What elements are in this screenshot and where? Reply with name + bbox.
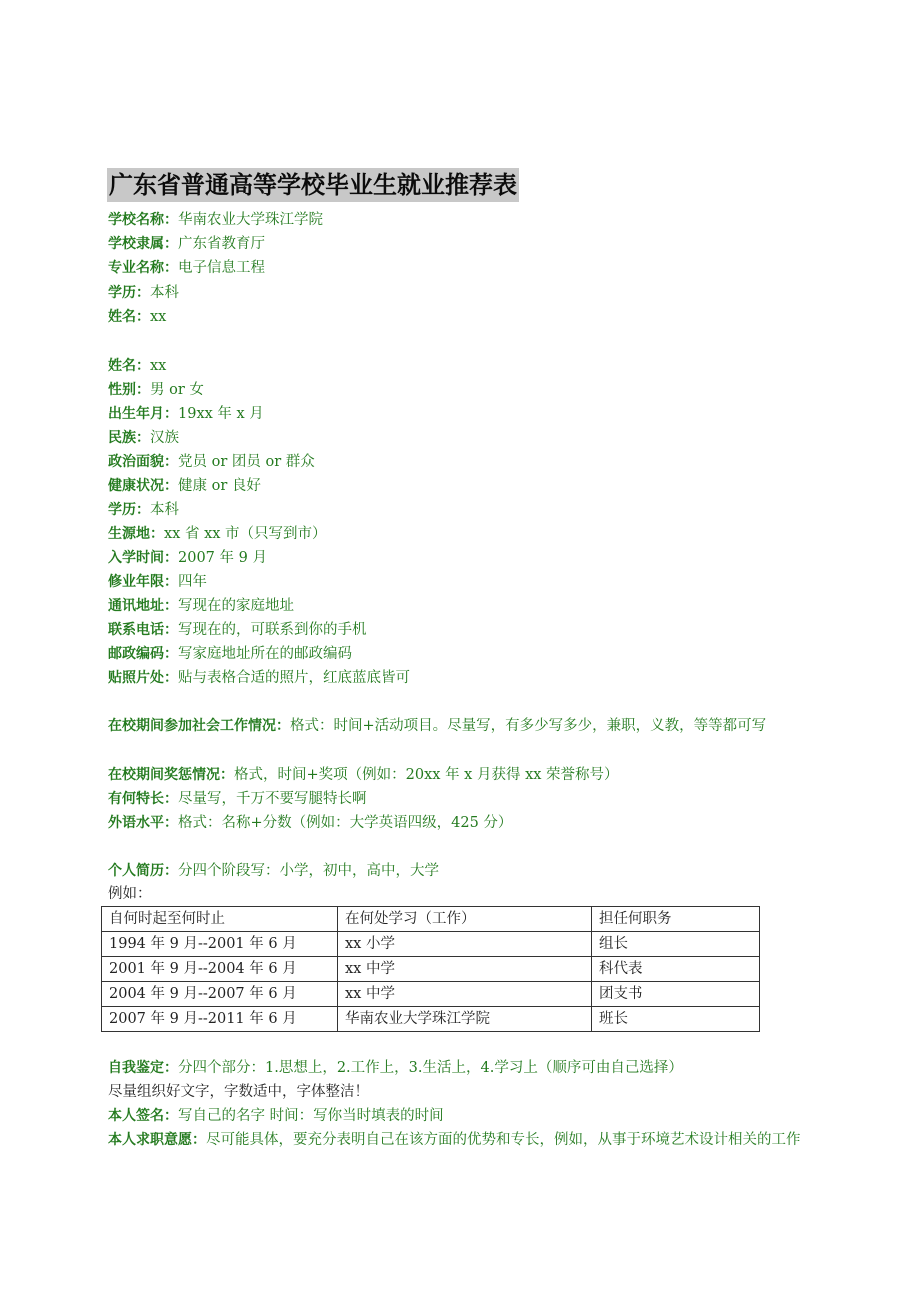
field-resume <box>108 859 439 883</box>
field-value: 分四个部分：1.思想上，2.工作上，3.生活上，4.学习上（顺序可由自己选择） <box>178 1060 683 1076</box>
field-label: 自我鉴定： <box>108 1060 178 1076</box>
field-value: 格式：名称+分数（例如：大学英语四级，425 分） <box>178 815 513 831</box>
field-value: xx 省 xx 市（只写到市） <box>164 526 327 542</box>
field-gender <box>108 378 204 402</box>
field-value: 本科 <box>150 285 179 301</box>
field-address <box>108 594 294 618</box>
table-row <box>102 982 760 1007</box>
field-label: 学校名称： <box>108 212 178 228</box>
field-social-work <box>108 714 814 739</box>
field-value: 男 or 女 <box>150 382 204 398</box>
field-value: 2007 年 9 月 <box>178 550 267 566</box>
field-label: 个人简历： <box>108 863 178 879</box>
table-row <box>102 1007 760 1032</box>
field-health <box>108 474 261 498</box>
field-political-status <box>108 450 315 474</box>
field-label: 专业名称： <box>108 260 178 276</box>
field-awards <box>108 763 619 787</box>
field-origin <box>108 522 327 546</box>
field-label: 入学时间： <box>108 550 178 566</box>
field-label: 本人求职意愿： <box>108 1132 206 1148</box>
field-label: 学校隶属： <box>108 236 178 252</box>
table-cell: 团支书 <box>592 982 760 1007</box>
field-label: 生源地： <box>108 526 164 542</box>
field-school-name <box>108 208 323 232</box>
field-degree <box>108 281 179 305</box>
field-label: 外语水平： <box>108 815 178 831</box>
field-label: 本人签名： <box>108 1108 178 1124</box>
field-value: 贴与表格合适的照片，红底蓝底皆可 <box>178 670 410 686</box>
column-header: 自何时起至何时止 <box>102 907 338 932</box>
table-cell: xx 中学 <box>338 982 592 1007</box>
field-value: 格式：时间+活动项目。尽量写，有多少写多少，兼职，义教，等等都可写 <box>290 718 767 734</box>
field-value: 尽可能具体，要充分表明自己在该方面的优势和专长，例如，从事于环境艺术设计相关的工作 <box>206 1132 801 1148</box>
table-cell: 1994 年 9 月--2001 年 6 月 <box>102 932 338 957</box>
column-header: 担任何职务 <box>592 907 760 932</box>
field-label: 联系电话： <box>108 622 178 638</box>
field-label: 政治面貌： <box>108 454 178 470</box>
column-header: 在何处学习（工作） <box>338 907 592 932</box>
field-postal-code <box>108 642 352 666</box>
field-photo <box>108 666 410 690</box>
table-cell: 2007 年 9 月--2011 年 6 月 <box>102 1007 338 1032</box>
field-value: 广东省教育厅 <box>178 236 265 252</box>
table-cell: 2001 年 9 月--2004 年 6 月 <box>102 957 338 982</box>
field-value: 写现在的，可联系到你的手机 <box>178 622 367 638</box>
field-value: 写自己的名字 时间：写你当时填表的时间 <box>178 1108 444 1124</box>
field-personal-degree <box>108 498 179 522</box>
table-cell: 组长 <box>592 932 760 957</box>
field-personal-name <box>108 354 166 378</box>
field-value: 19xx 年 x 月 <box>178 406 264 422</box>
field-enrollment-date <box>108 546 267 570</box>
field-major <box>108 256 265 280</box>
field-phone <box>108 618 367 642</box>
field-ethnicity <box>108 426 179 450</box>
field-school-affiliation <box>108 232 265 256</box>
field-value: 写现在的家庭地址 <box>178 598 294 614</box>
field-label: 在校期间参加社会工作情况： <box>108 718 290 734</box>
field-label: 健康状况： <box>108 478 178 494</box>
field-value: 电子信息工程 <box>178 260 265 276</box>
field-label: 学历： <box>108 285 150 301</box>
field-label: 修业年限： <box>108 574 178 590</box>
field-signature <box>108 1104 444 1128</box>
table-cell: xx 中学 <box>338 957 592 982</box>
field-label: 邮政编码： <box>108 646 178 662</box>
table-cell: xx 小学 <box>338 932 592 957</box>
field-label: 在校期间奖惩情况： <box>108 767 234 783</box>
document-title: 广东省普通高等学校毕业生就业推荐表 <box>107 168 519 202</box>
field-value: 党员 or 团员 or 群众 <box>178 454 315 470</box>
field-self-assessment <box>108 1056 683 1080</box>
table-row <box>102 932 760 957</box>
resume-example-label: 例如： <box>108 886 152 902</box>
table-row <box>102 957 760 982</box>
field-job-intent <box>108 1128 814 1153</box>
table-cell: 华南农业大学珠江学院 <box>338 1007 592 1032</box>
field-name <box>108 305 166 329</box>
field-label: 性别： <box>108 382 150 398</box>
field-study-years <box>108 570 207 594</box>
field-value: 四年 <box>178 574 207 590</box>
field-value: 健康 or 良好 <box>178 478 261 494</box>
field-label: 姓名： <box>108 358 150 374</box>
field-value: 格式，时间+奖项（例如：20xx 年 x 月获得 xx 荣誉称号） <box>234 767 619 783</box>
table-cell: 班长 <box>592 1007 760 1032</box>
field-value: 写家庭地址所在的邮政编码 <box>178 646 352 662</box>
field-language <box>108 811 512 835</box>
field-label: 贴照片处： <box>108 670 178 686</box>
field-value: 华南农业大学珠江学院 <box>178 212 323 228</box>
field-value: 汉族 <box>150 430 179 446</box>
field-value: 尽量写，千万不要写腿特长啊 <box>178 791 367 807</box>
table-header-row <box>102 907 760 932</box>
field-birth-date <box>108 402 264 426</box>
resume-table <box>101 906 760 1032</box>
field-value: xx <box>150 358 167 374</box>
table-cell: 2004 年 9 月--2007 年 6 月 <box>102 982 338 1007</box>
field-value: xx <box>150 309 167 325</box>
field-label: 民族： <box>108 430 150 446</box>
field-label: 姓名： <box>108 309 150 325</box>
field-value: 本科 <box>150 502 179 518</box>
self-assessment-note: 尽量组织好文字，字数适中，字体整洁！ <box>108 1084 369 1100</box>
field-label: 有何特长： <box>108 791 178 807</box>
field-label: 通讯地址： <box>108 598 178 614</box>
field-specialty <box>108 787 367 811</box>
field-value: 分四个阶段写：小学，初中，高中，大学 <box>178 863 439 879</box>
field-label: 出生年月： <box>108 406 178 422</box>
field-label: 学历： <box>108 502 150 518</box>
table-cell: 科代表 <box>592 957 760 982</box>
